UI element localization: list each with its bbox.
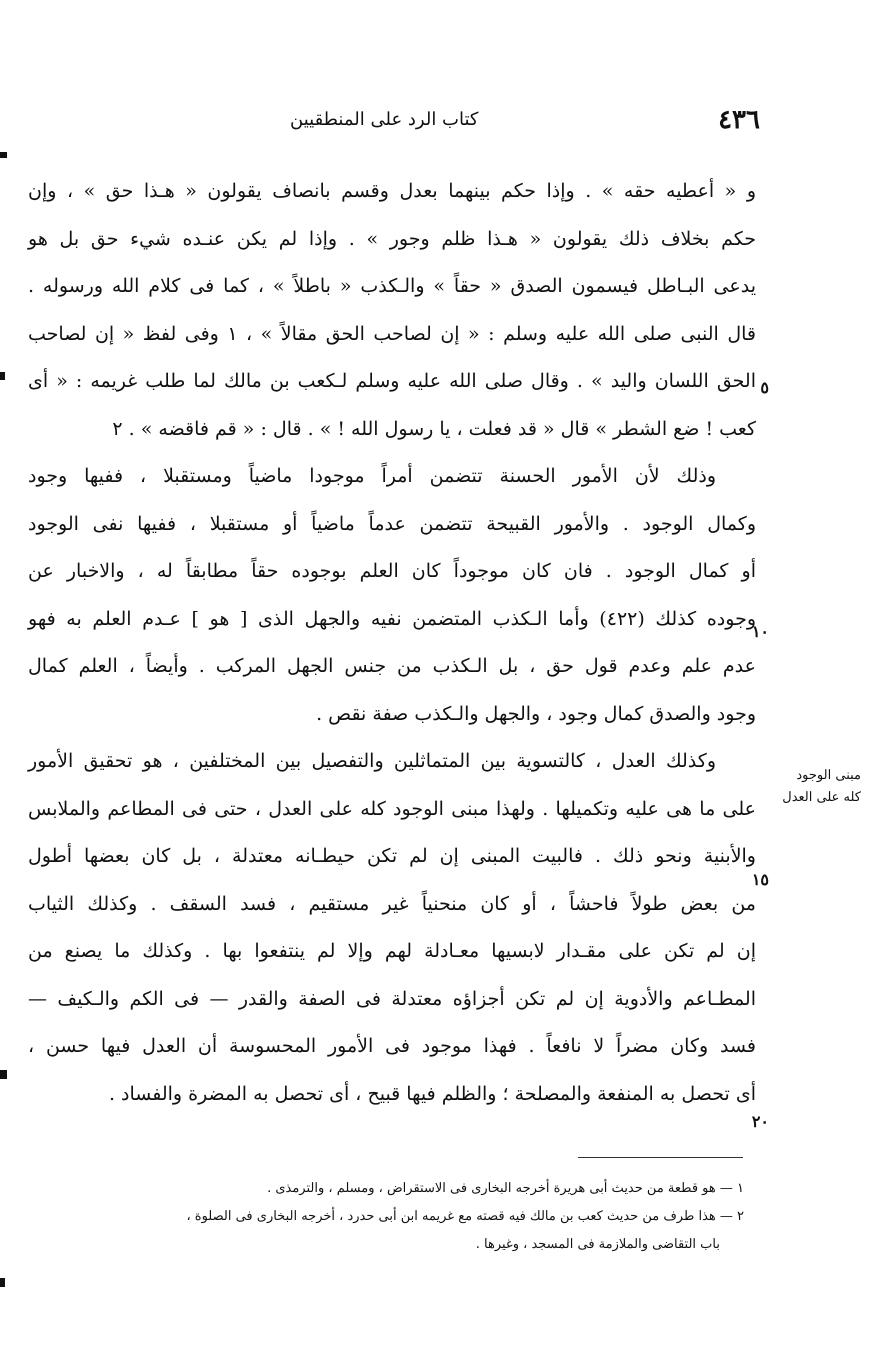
text-line: من بعض طولاً فاحشاً ، أو كان منحنياً غير مستقيم ، فسد السقف . وكذلك الثياب: [28, 892, 756, 915]
line-number: ١٠: [751, 622, 769, 641]
text-line: حكم بخلاف ذلك يقولون « هـذا ظلم وجور » . وإذا لم يكن عنـده شيء حق بل هو: [28, 227, 756, 250]
footnote: ١ — هو قطعة من حديث أبى هريرة أخرجه البخارى فى الاستقراض ، ومسلم ، والترمذى .: [267, 1181, 744, 1196]
text-line: المطـاعم والأدوية إن لم تكن أجزاؤه معتدلة فى الصفة والقدر — فى الكم والـكيف —: [28, 987, 756, 1010]
margin-note-line: كله على العدل: [782, 790, 861, 805]
page-header: [290, 105, 760, 137]
footnote: ٢ — هذا طرف من حديث كعب بن مالك فيه قصته مع غريمه ابن أبى حدرد ، أخرجه البخارى فى الصلوة ،: [186, 1209, 744, 1224]
text-line: وذلك لأن الأمور الحسنة تتضمن أمراً موجودا ماضياً ومستقبلا ، ففيها وجود: [28, 465, 716, 487]
margin-mark: [0, 1070, 7, 1079]
text-line: قال النبى صلى الله عليه وسلم : « إن لصاحب الحق مقالاً » ، ١ وفى لفظ « إن لصاحب: [28, 322, 756, 345]
text-line: أى تحصل به المنفعة والمصلحة ؛ والظلم فيها قبيح ، أى تحصل به المضرة والفساد .: [108, 1082, 756, 1105]
text-line: وجوده كذلك (٤٢٢) وأما الـكذب المتضمن نفيه والجهل الذى [ هو ] عـدم العلم به فهو: [28, 607, 757, 630]
text-line: وكذلك العدل ، كالتسوية بين المتماثلين والتفصيل بين المختلفين ، هو تحقيق الأمور: [28, 750, 716, 772]
margin-mark: [0, 1278, 5, 1287]
margin-mark: [0, 372, 5, 380]
line-number: ٥: [760, 378, 769, 397]
line-number: ١٥: [751, 870, 769, 889]
margin-note: [769, 765, 861, 809]
text-line: و « أعطيه حقه » . وإذا حكم بينهما بعدل وقسم بانصاف يقولون « هـذا حق » ، وإن: [28, 180, 756, 202]
footnote-divider: [578, 1157, 743, 1158]
line-number: ٢٠: [751, 1112, 769, 1131]
text-line: كعب ! ضع الشطر » قال « قد فعلت ، يا رسول الله ! » . قال : « قم فاقضه » . ٢: [112, 417, 756, 440]
text-line: إن لم تكن على مقـدار لابسيها معـادلة لهم وإلا لم ينتفعوا بها . وكذلك ما يصنع من: [28, 940, 756, 962]
text-line: يدعى البـاطل فيسمون الصدق « حقاً » والـكذب « باطلاً » ، كما فى كلام الله ورسوله .: [28, 275, 756, 297]
text-line: أو كمال الوجود . فان كان موجوداً كان العلم بوجوده حقاً مطابقاً له ، والاخبار عن: [28, 560, 756, 582]
text-line: فسد وكان مضراً لا نافعاً . فهذا موجود فى الأمور المحسوسة أن العدل فيها حسن ،: [28, 1035, 756, 1057]
text-line: عدم علم وعدم قول حق ، بل الـكذب من جنس الجهل المركب . وأيضاً ، العلم كمال: [28, 655, 756, 677]
text-line: وجود والصدق كمال وجود ، والجهل والـكذب صفة نقص .: [316, 702, 756, 725]
text-line: على ما هى عليه وتكميلها . ولهذا مبنى الوجود كله على العدل ، حتى فى المطاعم والملابس: [28, 797, 756, 820]
margin-mark: [0, 152, 7, 158]
book-title: كتاب الرد على المنطقيين: [290, 109, 479, 130]
text-line: والأبنية ونحو ذلك . فالبيت المبنى إن لم تكن حيطـانه معتدلة ، بل كان بعضها أطول: [28, 845, 756, 867]
text-line: وكمال الوجود . والأمور القبيحة تتضمن عدماً ماضياً أو مستقبلا ، ففيها نفى الوجود: [28, 512, 756, 535]
footnotes: [140, 1175, 744, 1259]
text-line: الحق اللسان واليد » . وقال صلى الله عليه وسلم لـكعب بن مالك لما طلب غريمه : « أى: [28, 370, 756, 392]
margin-note-line: مبنى الوجود: [796, 768, 861, 783]
page-number: ٤٣٦: [718, 105, 760, 135]
footnote-continuation: باب التقاضى والملازمة فى المسجد ، وغيرها .: [475, 1237, 720, 1252]
main-text: [28, 168, 756, 1118]
